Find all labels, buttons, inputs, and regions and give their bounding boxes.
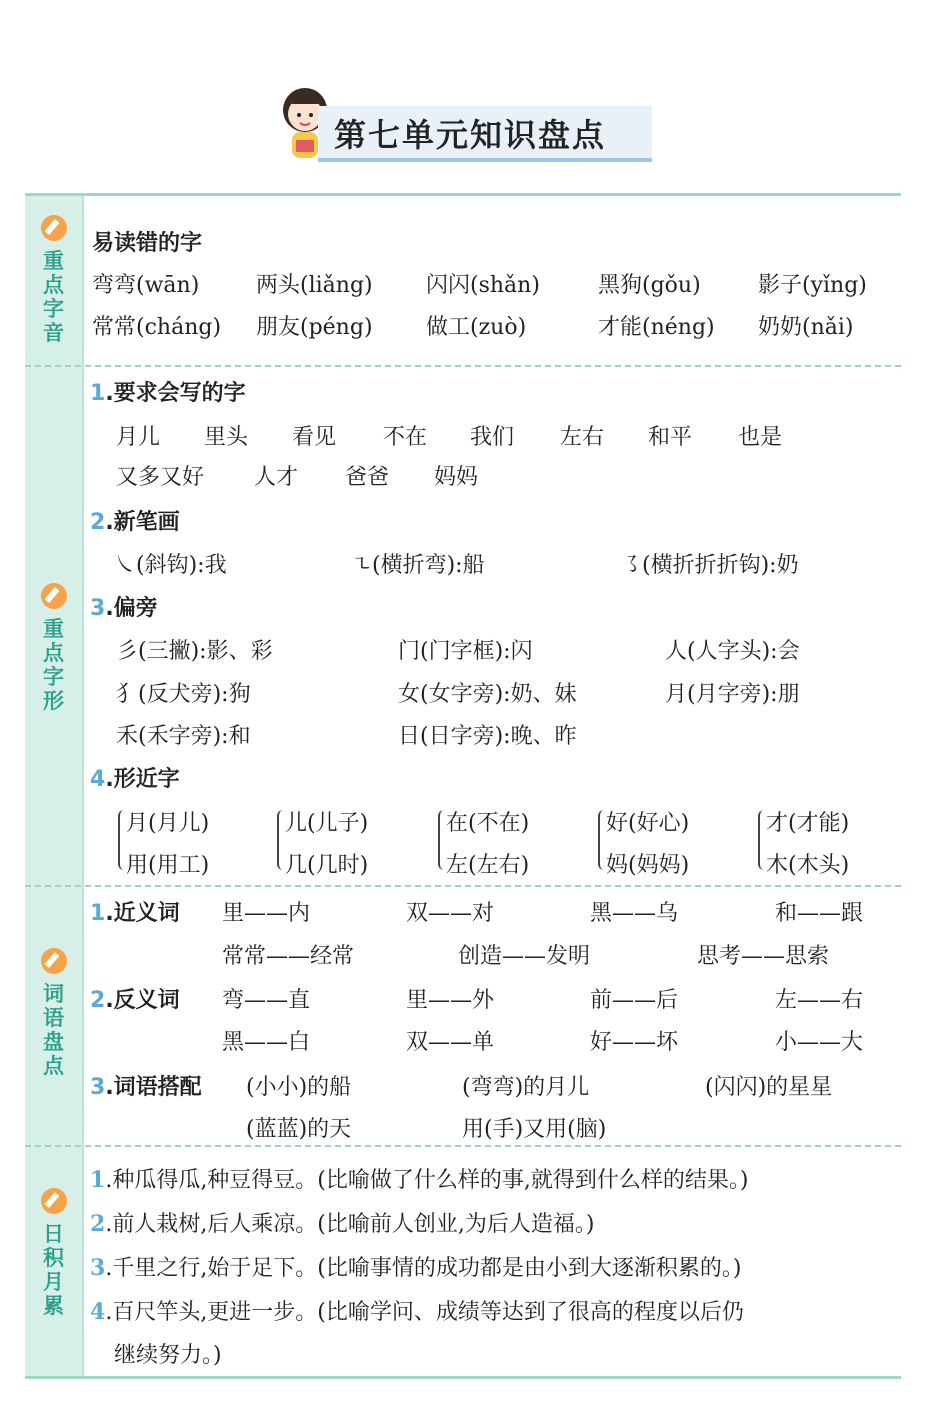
brace-icon — [277, 810, 285, 870]
antonym-pair: 左——右 — [775, 988, 864, 1013]
synonym-pair: 黑——乌 — [590, 901, 679, 926]
write-word: 左右 — [560, 425, 605, 450]
frame-top-line — [25, 193, 901, 196]
synonym-pair: 常常——经常 — [222, 944, 355, 969]
write-word: 爸爸 — [345, 465, 390, 490]
heading-antonyms: 2.反义词 — [90, 988, 180, 1013]
radical-item: 犭(反犬旁):狗 — [116, 682, 251, 707]
pinyin-item: 做工(zuò) — [426, 315, 527, 340]
heading-write-chars: 1.要求会写的字 — [90, 381, 246, 406]
antonym-pair: 前——后 — [590, 988, 679, 1013]
heading-similar-chars: 4.形近字 — [90, 767, 180, 792]
pinyin-item: 常常(cháng) — [92, 315, 222, 340]
synonym-pair: 里——内 — [222, 901, 311, 926]
stroke-item: ㇏(斜钩):我 — [114, 553, 227, 578]
similar-char: 好(好心) — [606, 811, 690, 836]
write-word: 看见 — [292, 425, 337, 450]
radical-item: 日(日字旁):晚、昨 — [398, 724, 577, 749]
radical-item: 人(人字头):会 — [665, 639, 800, 664]
pinyin-item: 弯弯(wān) — [92, 273, 200, 298]
collocation: (弯弯)的月儿 — [462, 1075, 590, 1100]
antonym-pair: 双——单 — [406, 1030, 495, 1055]
pencil-icon — [41, 1188, 67, 1214]
antonym-pair: 好——坏 — [590, 1030, 679, 1055]
page-title: 第七单元知识盘点 — [334, 116, 607, 154]
idiom-item: 4.百尺竿头,更进一步。(比喻学问、成绩等达到了很高的程度以后仍 — [90, 1299, 744, 1325]
pencil-icon — [41, 215, 67, 241]
synonym-pair: 双——对 — [406, 901, 495, 926]
sidebar-border — [82, 196, 84, 1376]
idiom-item: 3.千里之行,始于足下。(比喻事情的成功都是由小到大逐渐积累的。) — [90, 1255, 742, 1281]
collocation: 用(手)又用(脑) — [462, 1117, 607, 1142]
pinyin-item: 闪闪(shǎn) — [426, 273, 540, 298]
similar-char: 妈(妈妈) — [606, 853, 690, 878]
heading-synonyms: 1.近义词 — [90, 901, 180, 926]
synonym-pair: 思考——思索 — [697, 944, 830, 969]
pinyin-item: 两头(liǎng) — [256, 273, 373, 298]
synonym-pair: 和——跟 — [775, 901, 864, 926]
similar-char: 儿(儿子) — [285, 811, 369, 836]
radical-item: 禾(禾字旁):和 — [116, 724, 251, 749]
page-header — [270, 80, 660, 165]
write-word: 又多又好 — [116, 465, 205, 490]
radical-item: 门(门字框):闪 — [398, 639, 533, 664]
similar-char: 左(左右) — [446, 853, 530, 878]
brace-icon — [598, 810, 606, 870]
antonym-pair: 小——大 — [775, 1030, 864, 1055]
idiom-item: 2.前人栽树,后人乘凉。(比喻前人创业,为后人造福。) — [90, 1211, 595, 1237]
section-divider — [25, 1145, 901, 1147]
write-word: 里头 — [204, 425, 249, 450]
pencil-icon — [41, 583, 67, 609]
pinyin-item: 朋友(péng) — [256, 315, 373, 340]
pinyin-item: 才能(néng) — [598, 315, 715, 340]
write-word: 也是 — [738, 425, 783, 450]
pinyin-item: 影子(yǐng) — [758, 273, 867, 298]
pinyin-item: 奶奶(nǎi) — [758, 315, 854, 340]
brace-icon — [758, 810, 766, 870]
write-word: 不在 — [383, 425, 428, 450]
radical-item: 彡(三撇):影、彩 — [116, 639, 273, 664]
similar-char: 月(月儿) — [126, 811, 210, 836]
similar-char: 用(用工) — [126, 853, 210, 878]
brace-icon — [438, 810, 446, 870]
heading-misread-chars: 易读错的字 — [92, 231, 203, 256]
similar-char: 才(才能) — [766, 811, 850, 836]
section-label-pronunciation: 重 点 字 音 — [25, 215, 82, 345]
idiom-item-continuation: 继续努力。) — [114, 1343, 222, 1368]
heading-collocations: 3.词语搭配 — [90, 1075, 202, 1100]
heading-radicals: 3.偏旁 — [90, 596, 158, 621]
section-label-character-form: 重 点 字 形 — [25, 583, 82, 713]
similar-char: 几(几时) — [285, 853, 369, 878]
similar-char: 木(木头) — [766, 853, 850, 878]
pencil-icon — [41, 948, 67, 974]
write-word: 人才 — [254, 465, 299, 490]
write-word: 妈妈 — [434, 465, 479, 490]
heading-new-strokes: 2.新笔画 — [90, 510, 180, 535]
section-label-vocabulary: 词 语 盘 点 — [25, 948, 82, 1078]
stroke-item: ㇌(横折折折钩):奶 — [620, 553, 799, 578]
write-word: 我们 — [470, 425, 515, 450]
write-word: 和平 — [648, 425, 693, 450]
antonym-pair: 弯——直 — [222, 988, 311, 1013]
antonym-pair: 里——外 — [406, 988, 495, 1013]
section-divider — [25, 365, 901, 367]
section-divider — [25, 885, 901, 887]
similar-char: 在(不在) — [446, 811, 530, 836]
synonym-pair: 创造——发明 — [458, 944, 591, 969]
collocation: (蓝蓝)的天 — [246, 1117, 352, 1142]
frame-bottom-line — [25, 1376, 901, 1379]
collocation: (小小)的船 — [246, 1075, 352, 1100]
write-word: 月儿 — [116, 425, 161, 450]
radical-item: 女(女字旁):奶、妹 — [398, 682, 577, 707]
antonym-pair: 黑——白 — [222, 1030, 311, 1055]
collocation: (闪闪)的星星 — [705, 1075, 833, 1100]
radical-item: 月(月字旁):朋 — [665, 682, 800, 707]
stroke-item: ㇍(横折弯):船 — [350, 553, 485, 578]
brace-icon — [118, 810, 126, 870]
pinyin-item: 黑狗(gǒu) — [598, 273, 701, 298]
section-label-accumulation: 日 积 月 累 — [25, 1188, 82, 1318]
idiom-item: 1.种瓜得瓜,种豆得豆。(比喻做了什么样的事,就得到什么样的结果。) — [90, 1167, 749, 1193]
